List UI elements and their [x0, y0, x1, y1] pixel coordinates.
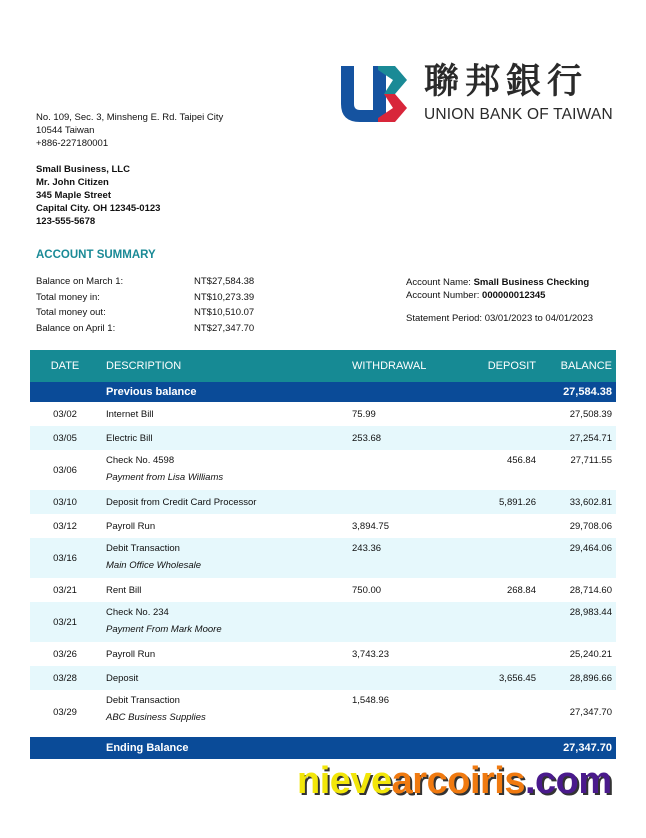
watermark-part: nieve	[297, 760, 392, 802]
summary-value: NT$27,584.38	[194, 276, 255, 287]
row-balance: 27,508.39	[569, 408, 612, 420]
row-withdrawal: 750.00	[352, 584, 382, 596]
ending-balance-label: Ending Balance	[106, 742, 189, 754]
row-description	[100, 602, 346, 642]
row-deposit: 456.84	[506, 455, 536, 466]
customer-name: Mr. John Citizen	[36, 177, 109, 188]
header-date: DATE	[50, 360, 80, 372]
statement-period	[406, 312, 593, 325]
row-balance: 27,254.71	[569, 432, 612, 444]
table-row	[30, 514, 616, 538]
row-deposit: 5,891.26	[499, 496, 536, 508]
summary-label: Balance on March 1:	[36, 276, 124, 287]
summary-label: Balance on April 1:	[36, 322, 116, 334]
account-info	[406, 276, 593, 325]
ending-balance-value: 27,347.70	[563, 742, 612, 754]
header-deposit: DEPOSIT	[487, 360, 536, 372]
row-balance: 28,896.66	[569, 672, 612, 684]
row-date: 03/29	[53, 706, 77, 718]
row-date: 03/26	[53, 648, 77, 660]
row-description: Rent Bill	[106, 584, 142, 596]
header-balance: BALANCE	[560, 360, 612, 372]
row-description-main: Debit Transaction	[106, 543, 180, 554]
bank-name-chinese: 聯邦銀行	[424, 62, 589, 102]
previous-balance-row	[30, 382, 616, 402]
customer-street: 345 Maple Street	[36, 190, 111, 201]
table-row	[30, 426, 616, 450]
watermark-part: arcoiris	[391, 760, 525, 802]
table-row	[30, 490, 616, 514]
row-deposit: 3,656.45	[499, 672, 536, 684]
bank-address-line: 10544 Taiwan	[36, 125, 95, 136]
row-balance: 28,714.60	[569, 584, 612, 596]
union-bank-logo-icon	[341, 66, 407, 122]
summary-row	[36, 274, 254, 290]
table-row	[30, 602, 616, 642]
row-description-sub: ABC Business Supplies	[106, 712, 206, 723]
row-description: Payroll Run	[106, 520, 156, 532]
header-description: DESCRIPTION	[106, 360, 182, 372]
transactions-table	[30, 350, 616, 759]
statement-period-value: 03/01/2023 to 04/01/2023	[484, 313, 593, 324]
row-balance: 27,347.70	[569, 707, 612, 718]
table-row	[30, 666, 616, 690]
row-withdrawal: 3,743.23	[352, 648, 389, 660]
bank-name-english: UNION BANK OF TAIWAN	[424, 106, 613, 123]
account-summary	[36, 274, 254, 336]
table-row	[30, 450, 616, 490]
row-deposit	[456, 538, 536, 578]
account-number-value: 000000012345	[482, 290, 546, 301]
header-withdrawal: WITHDRAWAL	[352, 360, 427, 372]
row-withdrawal: 253.68	[352, 432, 382, 444]
previous-balance-value: 27,584.38	[563, 386, 612, 398]
row-description: Deposit from Credit Card Processor	[106, 496, 257, 508]
summary-label: Total money out:	[36, 307, 106, 318]
row-description	[100, 450, 346, 490]
row-date: 03/21	[53, 584, 77, 596]
row-withdrawal	[346, 450, 456, 490]
summary-row	[36, 321, 254, 337]
row-description-main: Debit Transaction	[106, 695, 180, 706]
row-description-main: Check No. 4598	[106, 455, 175, 466]
row-deposit: 268.84	[506, 584, 536, 596]
row-date: 03/12	[53, 520, 77, 532]
row-date: 03/28	[53, 672, 77, 684]
row-description	[100, 690, 346, 734]
row-description-main: Check No. 234	[106, 607, 169, 618]
statement-period-label: Statement Period:	[406, 313, 483, 324]
row-description-sub: Main Office Wholesale	[106, 560, 202, 571]
account-name-label: Account Name:	[406, 277, 471, 288]
row-description: Electric Bill	[106, 432, 153, 444]
previous-balance-label: Previous balance	[106, 386, 197, 398]
row-deposit	[456, 690, 536, 734]
row-withdrawal	[346, 602, 456, 642]
row-balance: 29,464.06	[569, 543, 612, 554]
bank-address	[36, 111, 223, 150]
summary-label: Total money in:	[36, 291, 100, 303]
row-description	[100, 538, 346, 578]
row-date: 03/02	[53, 408, 77, 420]
customer-city: Capital City. OH 12345-0123	[36, 203, 161, 214]
table-row	[30, 578, 616, 602]
account-summary-title: ACCOUNT SUMMARY	[36, 249, 156, 261]
row-withdrawal: 243.36	[352, 543, 382, 554]
account-number	[406, 289, 593, 302]
ending-balance-row	[30, 737, 616, 759]
row-withdrawal: 75.99	[352, 408, 376, 420]
row-description: Deposit	[106, 672, 139, 684]
table-row	[30, 690, 616, 734]
table-row	[30, 402, 616, 426]
row-balance: 33,602.81	[569, 496, 612, 508]
row-balance: 27,711.55	[570, 455, 612, 466]
account-name	[406, 276, 593, 289]
row-date: 03/21	[53, 616, 77, 628]
row-description-sub: Payment From Mark Moore	[106, 624, 222, 635]
bank-phone: +886-227180001	[36, 138, 109, 149]
bank-logo	[341, 62, 621, 124]
row-date: 03/10	[53, 496, 77, 508]
account-number-label: Account Number:	[406, 290, 480, 301]
summary-value: NT$27,347.70	[194, 322, 255, 334]
customer-address	[36, 163, 160, 228]
account-name-value: Small Business Checking	[473, 277, 590, 288]
row-balance: 25,240.21	[569, 648, 612, 660]
summary-row	[36, 290, 254, 306]
table-row	[30, 538, 616, 578]
row-withdrawal: 1,548.96	[352, 695, 389, 706]
table-header	[30, 350, 616, 382]
row-description: Payroll Run	[106, 648, 156, 660]
customer-phone: 123-555-5678	[36, 216, 96, 227]
customer-company: Small Business, LLC	[36, 164, 130, 175]
row-description-sub: Payment from Lisa Williams	[106, 472, 224, 483]
row-date: 03/06	[53, 464, 77, 476]
summary-value: NT$10,510.07	[194, 307, 255, 318]
row-balance: 29,708.06	[569, 520, 612, 532]
row-date: 03/05	[53, 432, 77, 444]
watermark	[297, 760, 612, 803]
row-withdrawal: 3,894.75	[352, 520, 389, 532]
watermark-part: .com	[524, 760, 612, 802]
summary-value: NT$10,273.39	[194, 291, 255, 303]
row-balance: 28,983.44	[569, 607, 612, 618]
row-date: 03/16	[53, 552, 77, 564]
row-deposit	[456, 602, 536, 642]
bank-address-line: No. 109, Sec. 3, Minsheng E. Rd. Taipei City	[36, 112, 224, 123]
table-row	[30, 642, 616, 666]
row-description: Internet Bill	[106, 408, 154, 420]
summary-row	[36, 305, 254, 321]
